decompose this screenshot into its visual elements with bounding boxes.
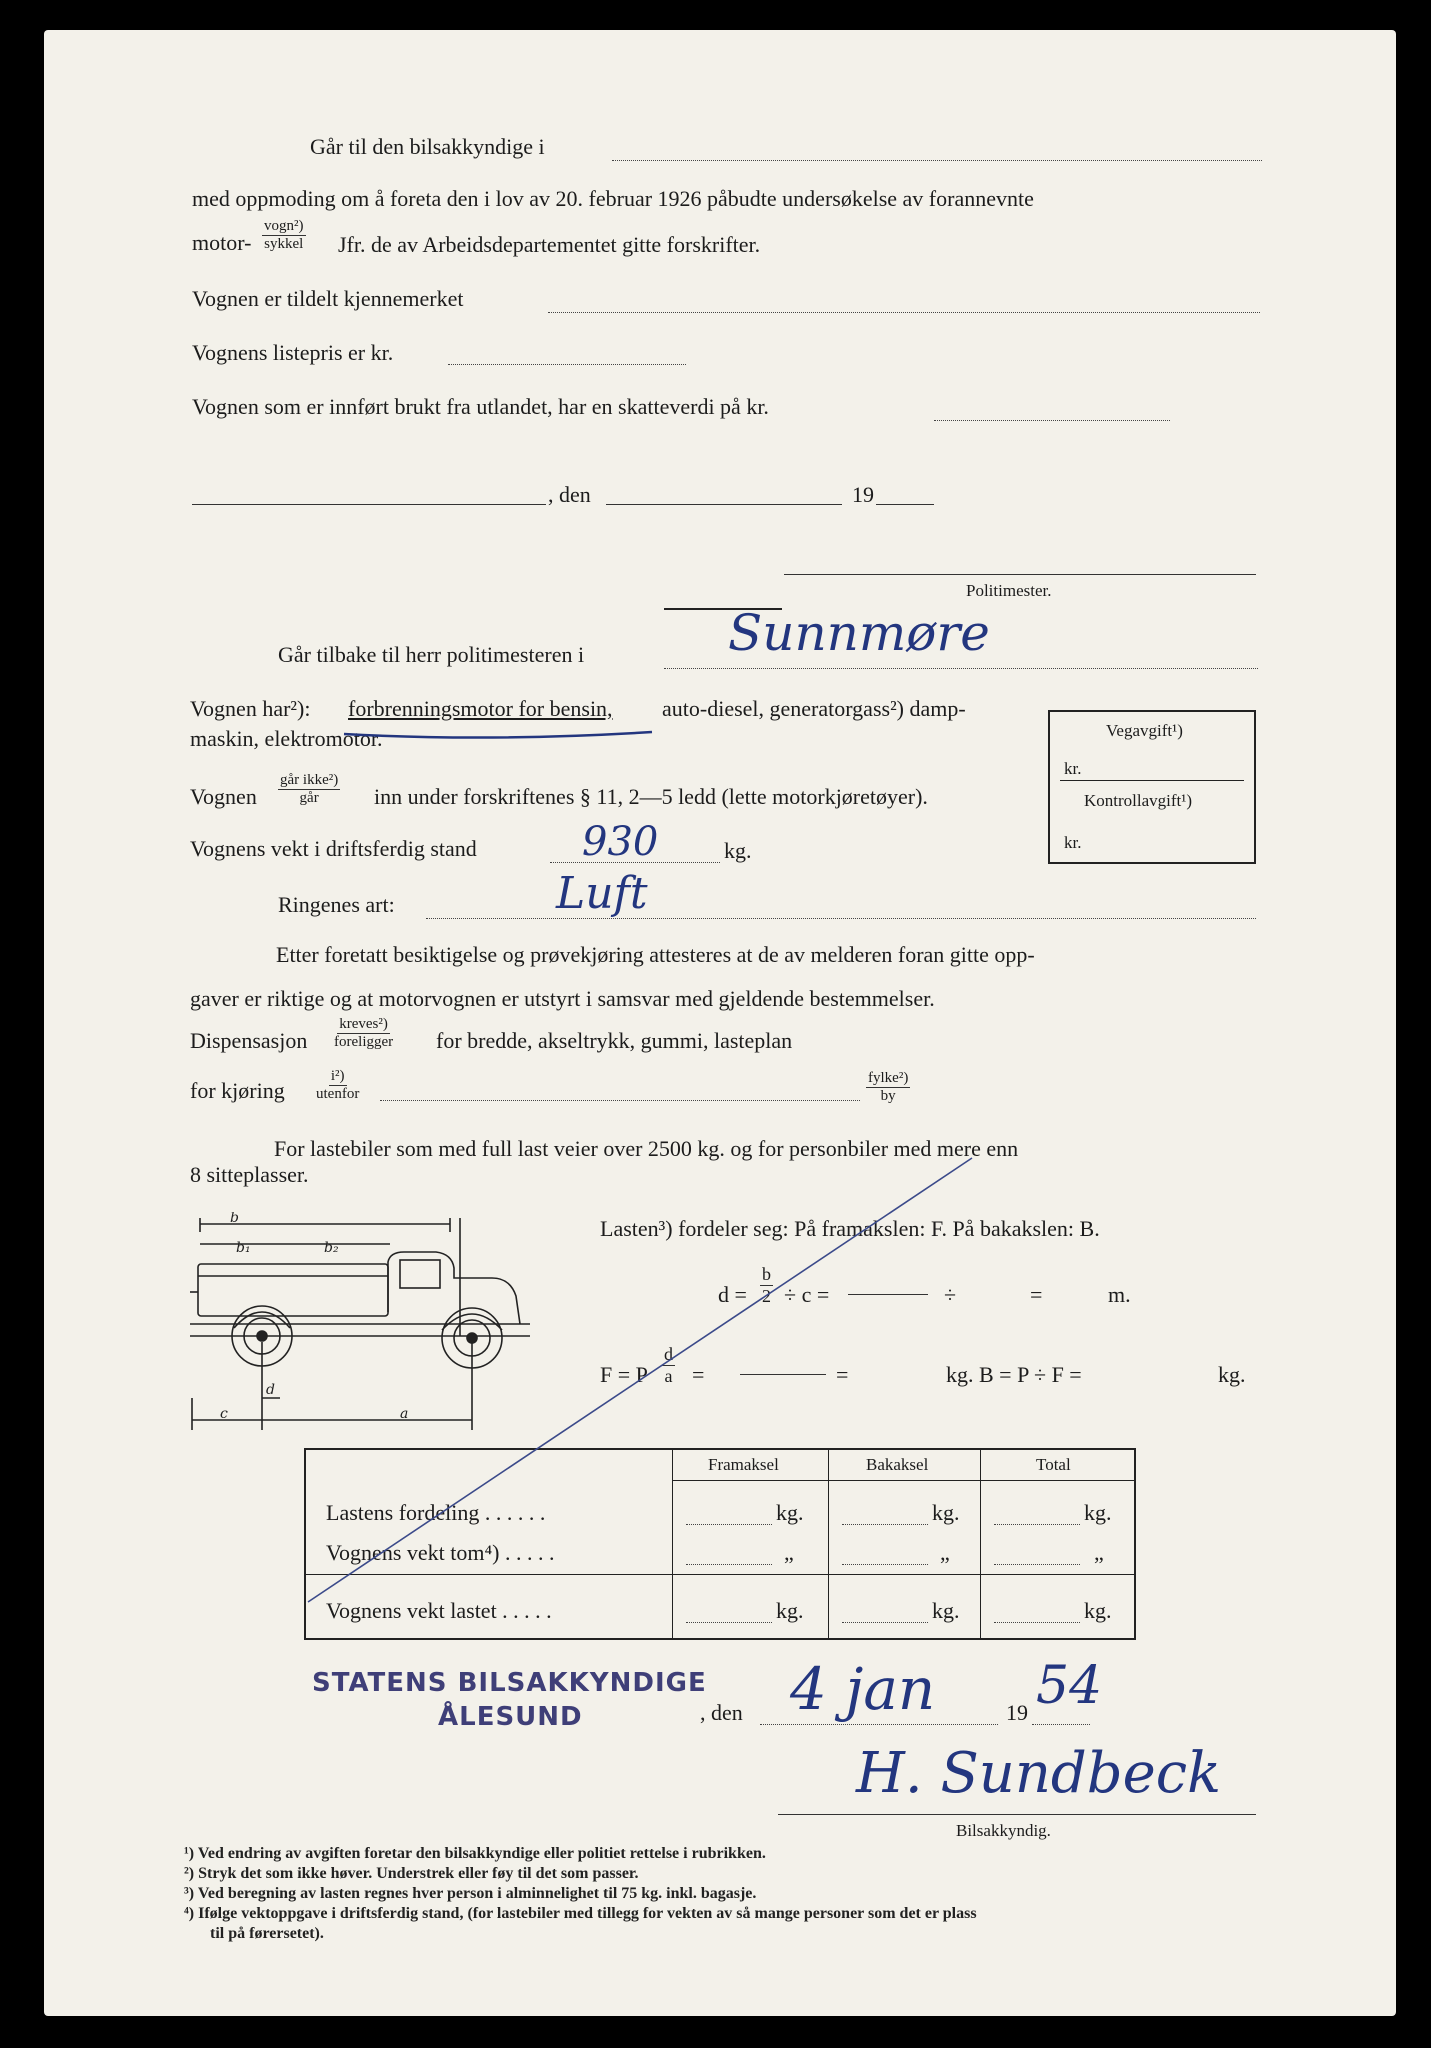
table-header-bakaksel: Bakaksel bbox=[866, 1455, 929, 1474]
ringer-field[interactable] bbox=[426, 918, 1256, 919]
politimester-label: Politimester. bbox=[966, 581, 1052, 600]
motor-type-line2: maskin, elektromotor. bbox=[190, 726, 383, 751]
footnote-1: ¹) Ved endring av avgiften foretar den bilsakkyndige eller politiet rettelse i rubrikken. bbox=[184, 1845, 766, 1862]
formula-f-num: d bbox=[664, 1344, 673, 1364]
motor-type-rest: auto-diesel, generatorgass²) damp- bbox=[662, 696, 966, 721]
disp-suffix: for bredde, akseltrykk, gummi, lasteplan bbox=[436, 1028, 793, 1053]
kjoring-prefix: for kjøring bbox=[190, 1078, 285, 1103]
diagram-label-b2: b₂ bbox=[324, 1240, 339, 1256]
signature-den-label: , den bbox=[700, 1700, 743, 1725]
year-field[interactable] bbox=[876, 504, 934, 505]
disp-fraction bbox=[334, 1016, 393, 1052]
header-year-prefix: 19 bbox=[852, 482, 874, 507]
return-place-field[interactable] bbox=[664, 668, 1258, 669]
kontrollavgift-kr: kr. bbox=[1064, 833, 1082, 852]
handwritten-vekt: 930 bbox=[582, 819, 659, 865]
footnote-4: ⁴) Ifølge vektoppgave i driftsferdig stand, (for lastebiler med tillegg for vekten av så mange personer som det er plass bbox=[184, 1905, 977, 1922]
handwritten-place: Sunnmøre bbox=[728, 604, 990, 662]
disp-frac-bottom: foreligger bbox=[334, 1034, 394, 1051]
skatteverdi-field[interactable] bbox=[934, 420, 1170, 421]
politimester-signature-line bbox=[784, 574, 1256, 575]
kjoring-frac-bottom: utenfor bbox=[316, 1086, 360, 1103]
signature-year-prefix: 19 bbox=[1006, 1700, 1028, 1725]
stamp-line1: STATENS BILSAKKYNDIGE bbox=[312, 1668, 707, 1698]
table-cell: kg. bbox=[932, 1500, 960, 1525]
vegavgift-field[interactable] bbox=[1060, 780, 1244, 781]
attest-line1: Etter foretatt besiktigelse og prøvekjøring attesteres at de av melderen foran gitte opp- bbox=[276, 942, 1035, 967]
table-row-label: Vognens vekt lastet . . . . . bbox=[326, 1598, 552, 1623]
table-cell: kg. bbox=[776, 1500, 804, 1525]
formula-d-eq: = bbox=[1030, 1282, 1043, 1307]
gar-prefix: Vognen bbox=[190, 784, 257, 809]
motor-prefix: motor- bbox=[192, 230, 252, 255]
attest-line2: gaver er riktige og at motorvognen er utstyrt i samsvar med gjeldende bestemmelser. bbox=[190, 986, 935, 1011]
formula-d-unit: m. bbox=[1108, 1282, 1131, 1307]
return-label: Går tilbake til herr politimesteren i bbox=[278, 642, 585, 667]
handwritten-signature: H. Sundbeck bbox=[856, 1741, 1222, 1806]
handwritten-year: 54 bbox=[1036, 1656, 1103, 1716]
motor-frac-bottom: sykkel bbox=[264, 236, 304, 253]
vekt-label: Vognens vekt i driftsferdig stand bbox=[190, 836, 477, 861]
formula-d-right: ÷ c = bbox=[784, 1282, 830, 1307]
diagram-label-c: c bbox=[220, 1406, 228, 1422]
header-den-label: , den bbox=[548, 482, 591, 507]
gar-suffix: inn under forskriftenes § 11, 2—5 ledd (lette motorkjøretøyer). bbox=[374, 784, 928, 809]
formula-f-unit: kg. B = P ÷ F = bbox=[946, 1362, 1082, 1387]
vekt-unit: kg. bbox=[724, 838, 752, 863]
diagram-label-b1: b₁ bbox=[236, 1240, 251, 1256]
gar-fraction bbox=[278, 772, 340, 808]
signature-year-field[interactable] bbox=[1032, 1724, 1090, 1725]
skatteverdi-label: Vognen som er innført brukt fra utlandet, har en skatteverdi på kr. bbox=[192, 394, 769, 419]
table-cell: kg. bbox=[932, 1598, 960, 1623]
table-cell: kg. bbox=[1084, 1500, 1112, 1525]
footnote-3: ³) Ved beregning av lasten regnes hver person i alminnelighet til 75 kg. inkl. bagasje. bbox=[184, 1885, 757, 1902]
table-cell: kg. bbox=[1084, 1598, 1112, 1623]
fee-box bbox=[1048, 710, 1256, 864]
kjoring-field[interactable] bbox=[380, 1100, 860, 1101]
formula-d-left: d = bbox=[718, 1282, 747, 1307]
formula-f-eq1: = bbox=[692, 1362, 705, 1387]
formula-d-den: 2 bbox=[762, 1285, 771, 1306]
signature-date-field[interactable] bbox=[760, 1724, 998, 1725]
motor-frac-top: vogn²) bbox=[262, 218, 306, 236]
table-header-framaksel: Framaksel bbox=[708, 1455, 779, 1474]
pen-stroke bbox=[300, 1150, 980, 1610]
handwritten-ringer: Luft bbox=[556, 868, 648, 919]
formula-f-den: a bbox=[664, 1365, 673, 1386]
bilsakkyndig-signature-line bbox=[778, 1814, 1256, 1815]
table-header-total: Total bbox=[1036, 1455, 1071, 1474]
vegavgift-kr: kr. bbox=[1064, 759, 1082, 778]
ringer-label: Ringenes art: bbox=[278, 892, 395, 917]
diagram-label-d: d bbox=[266, 1382, 275, 1398]
motor-suffix: Jfr. de av Arbeidsdepartementet gitte forskrifter. bbox=[338, 232, 761, 257]
kjoring-fraction bbox=[316, 1068, 359, 1104]
kontrollavgift-label: Kontrollavgift¹) bbox=[1084, 791, 1193, 810]
footnote-4-continued: til på førersetet). bbox=[210, 1925, 324, 1942]
fordeling-label: Lasten³) fordeler seg: På framakslen: F. På bakakslen: B. bbox=[600, 1216, 1100, 1241]
kjoring-frac-top: i²) bbox=[329, 1068, 347, 1086]
motor-type-underlined: forbrenningsmotor for bensin, bbox=[348, 696, 613, 721]
listepris-field[interactable] bbox=[448, 364, 686, 365]
disp-frac-top: kreves²) bbox=[337, 1016, 390, 1034]
header-line1-label: Går til den bilsakkyndige i bbox=[310, 134, 545, 159]
load-intro-line2: 8 sitteplasser. bbox=[190, 1162, 309, 1187]
table-cell: „ bbox=[940, 1540, 950, 1565]
kjennemerke-label: Vognen er tildelt kjennemerket bbox=[192, 286, 464, 311]
footnote-2: ²) Stryk det som ikke høver. Understrek eller føy til det som passer. bbox=[184, 1865, 639, 1882]
load-intro-line1: For lastebiler som med full last veier over 2500 kg. og for personbiler med mere enn bbox=[274, 1136, 1019, 1161]
diagram-label-b: b bbox=[230, 1212, 239, 1226]
fylke-frac-top: fylke²) bbox=[866, 1070, 910, 1088]
table-row-label: Vognens vekt tom⁴) . . . . . bbox=[326, 1540, 555, 1565]
motor-fraction bbox=[262, 218, 306, 254]
formula-d-mid: ÷ bbox=[944, 1282, 957, 1307]
table-cell: „ bbox=[1094, 1540, 1104, 1565]
bilsakkyndig-label: Bilsakkyndig. bbox=[956, 1821, 1051, 1840]
gar-frac-bottom: går bbox=[299, 790, 319, 807]
listepris-label: Vognens listepris er kr. bbox=[192, 340, 394, 365]
gar-frac-top: går ikke²) bbox=[278, 772, 340, 790]
stamp-line2: ÅLESUND bbox=[438, 1702, 583, 1732]
disp-prefix: Dispensasjon bbox=[190, 1028, 308, 1053]
ink-underline bbox=[340, 716, 660, 740]
formula-f-unit2: kg. bbox=[1218, 1362, 1246, 1387]
table-cell: „ bbox=[784, 1540, 794, 1565]
bilsakkyndig-field[interactable] bbox=[612, 160, 1262, 161]
fylke-frac-bottom: by bbox=[880, 1088, 896, 1105]
formula-f-eq2: = bbox=[836, 1362, 849, 1387]
formula-f-left: F = P bbox=[600, 1362, 648, 1387]
kjennemerke-field[interactable] bbox=[548, 312, 1260, 313]
handwritten-date: 4 jan bbox=[790, 1655, 936, 1723]
date-field[interactable] bbox=[606, 504, 842, 505]
vegavgift-label: Vegavgift¹) bbox=[1106, 721, 1183, 740]
table-row-label: Lastens fordeling . . . . . . bbox=[326, 1500, 546, 1525]
header-line2-text: med oppmoding om å foreta den i lov av 20. februar 1926 påbudte undersøkelse av forannevnte bbox=[192, 186, 1034, 211]
table-cell: kg. bbox=[776, 1598, 804, 1623]
fylke-fraction bbox=[866, 1070, 910, 1106]
diagram-label-a: a bbox=[400, 1406, 409, 1422]
formula-d-num: b bbox=[762, 1264, 771, 1284]
vognen-har-label: Vognen har²): bbox=[190, 696, 311, 721]
place-field[interactable] bbox=[192, 504, 546, 505]
